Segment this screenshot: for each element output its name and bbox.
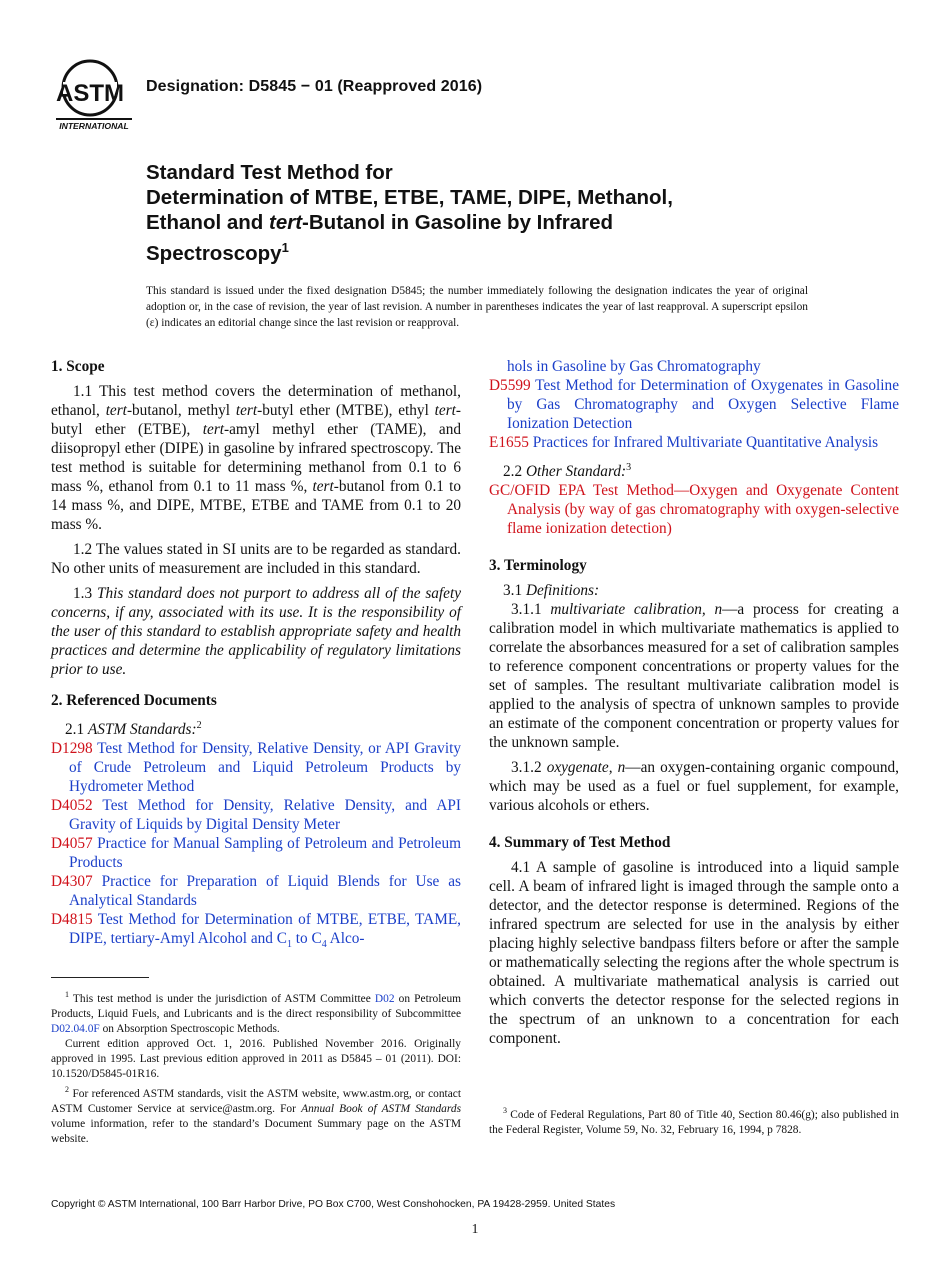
ref-code-link[interactable]: D4307 (51, 873, 93, 891)
footnote-1-edition: Current edition approved Oct. 1, 2016. Published November 2016. Originally approved in 1995. Last previous edition approved in 2011 as D5845 – 01 (2011). DOI: 10.1520/D5845-01R16. (51, 1037, 461, 1080)
definitions-label: 3.1 Definitions: (503, 582, 600, 600)
ref-title-link[interactable]: Practices for Infrared Multivariate Quantitative Analysis (532, 434, 879, 451)
ref-d4815-continued (489, 357, 899, 376)
ref-code-link[interactable]: D1298 (51, 740, 93, 758)
committee-link[interactable]: D02 (374, 992, 395, 1005)
left-column (51, 357, 461, 954)
footnotes-left (51, 987, 461, 1147)
ref-code-link[interactable]: E1655 (489, 434, 529, 451)
scope-para-1-1: 1.1 This test method covers the determination of methanol, ethanol, tert-butanol, methyl tert-butyl ether (MTBE), ethyl tert-butyl ether (ETBE), tert-amyl methyl ether (TAME), and diisopropyl ether (DIPE) in gasoline by infrared spectroscopy. The test method is suitable for determining methanol from 0.1 to 6 mass %, ethanol from 0.1 to 11 mass %, tert-butanol from 0.1 to 14 mass %, and DIPE, MTBE, ETBE and TAME from 0.1 to 20 mass %. (51, 383, 462, 533)
astm-standards-label: 2.1 ASTM Standards:$^2$ (65, 720, 202, 739)
term-multivariate-calibration: 3.1.1 multivariate calibration, n—a process for creating a calibration model in which multivariate mathematics is applied to correlate the absorbances measured for a set of calibration samples to reference component concentrations or property values for the set of samples. The resultant multivariate calibration model is applied to the analysis of spectra of unknown samples to provide an estimate of the component concentration or property values for the unknown sample. (489, 601, 899, 752)
footnotes-right (489, 1103, 899, 1138)
ref-d5599 (489, 376, 899, 433)
section-heading-terminology: 3. Terminology (489, 557, 587, 575)
logo-subtext: INTERNATIONAL (59, 121, 129, 131)
ref-d1298 (51, 739, 461, 796)
title-line-2: Determination of MTBE, ETBE, TAME, DIPE, Methanol, (146, 186, 673, 209)
ref-d4052 (51, 796, 461, 834)
ref-title-link[interactable]: Test Method for Density, Relative Density, and API Gravity of Liquids by Digital Density Meter (69, 797, 461, 834)
ref-title-link[interactable]: hols in Gasoline by Gas Chromatography (507, 358, 761, 375)
preamble: This standard is issued under the fixed designation D5845; the number immediately following the designation indicates the year of original adoption or, in the case of revision, the year of last revision. A number in parentheses indicates the year of last reapproval. A superscript epsilon (ε) indicates an editorial change since the last revision or reapproval. (146, 285, 808, 329)
ref-code-link[interactable]: D4057 (51, 835, 93, 853)
section-heading-scope: 1. Scope (51, 358, 105, 375)
document-title (146, 160, 846, 266)
scope-para-1-3: 1.3 This standard does not purport to address all of the safety concerns, if any, associated with its use. It is the responsibility of the user of this standard to establish appropriate safety and health practices and determine the applicability of regulatory limitations prior to use. (51, 585, 462, 678)
title-line-1: Standard Test Method for (146, 161, 393, 184)
ref-title-link[interactable]: Test Method for Determination of MTBE, ETBE, TAME, DIPE, tertiary-Amyl Alcohol and $C_1$ to $C_4$ Alco- (69, 911, 461, 951)
ref-title-link[interactable]: Practice for Preparation of Liquid Blends for Use as Analytical Standards (69, 873, 462, 910)
ref-d4815 (51, 910, 461, 954)
ref-code-link[interactable]: D5599 (489, 377, 531, 394)
designation: Designation: D5845 − 01 (Reapproved 2016) (146, 78, 483, 95)
page-number: 1 (471, 1221, 479, 1236)
ref-e1655 (489, 433, 899, 452)
term-oxygenate: 3.1.2 oxygenate, n—an oxygen-containing organic compound, which may be used as a fuel or fuel supplement, for example, various alcohols or ethers. (489, 759, 899, 815)
footnote-3: $^3$ Code of Federal Regulations, Part 80 of Title 40, Section 80.46(g); also published in the Federal Register, Volume 59, No. 32, February 16, 1994, p 7828. (489, 1106, 899, 1136)
astm-logo-icon (52, 54, 136, 134)
copyright-notice: Copyright © ASTM International, 100 Barr Harbor Drive, PO Box C700, West Conshohocken, PA 19428-2959. United States (51, 1199, 616, 1210)
footnote-2: $^2$ For referenced ASTM standards, visit the ASTM website, www.astm.org, or contact ASTM Customer Service at service@astm.org. For Annual Book of ASTM Standards volume information, refer to the standard’s Document Summary page on the ASTM website. (51, 1084, 462, 1145)
ref-d4057 (51, 834, 461, 872)
ref-code-link[interactable]: D4052 (51, 797, 93, 815)
scope-para-1-2: 1.2 The values stated in SI units are to be regarded as standard. No other units of measurement are included in this standard. (51, 541, 461, 577)
footnote-1: $^1$ This test method is under the jurisdiction of ASTM Committee D02 on Petroleum Products, Liquid Fuels, and Lubricants and is the direct responsibility of Subcommittee D02.04.0F on Absorption Spectroscopic Methods. (51, 990, 461, 1035)
ref-title-link[interactable]: Test Method for Determination of Oxygenates in Gasoline by Gas Chromatography and Oxygen Selective Flame Ionization Detection (507, 377, 899, 432)
section-heading-summary: 4. Summary of Test Method (489, 834, 671, 852)
ref-title-link[interactable]: Practice for Manual Sampling of Petroleum and Petroleum Products (69, 835, 461, 872)
summary-para-4-1: 4.1 A sample of gasoline is introduced into a liquid sample cell. A beam of infrared light is imaged through the sample onto a detector, and the detector response is determined. Regions of the infrared spectrum are selected for use in the analysis by either placing highly selective bandpass filters before or after the sample or mathematically selecting the regions after the whole spectrum is obtained. A multivariate mathematical analysis is carried out which converts the detector response for the selected regions in the spectrum of an unknown to a concentration for each component. (489, 859, 899, 1048)
title-line-3: Ethanol and tert-Butanol in Gasoline by Infrared (146, 211, 614, 234)
title-line-4: Spectroscopy$^1$ (146, 240, 289, 265)
ref-d4307 (51, 872, 461, 910)
logo-text: ASTM (56, 80, 124, 107)
right-column (489, 357, 899, 1048)
ref-title-link[interactable]: Test Method for Density, Relative Density, or API Gravity of Crude Petroleum and Liquid Petroleum Products by Hydrometer Method (69, 740, 461, 796)
other-standard-label: 2.2 Other Standard:$^3$ (503, 462, 632, 481)
subcommittee-link[interactable]: D02.04.0F (51, 1022, 100, 1035)
section-heading-referenced-documents: 2. Referenced Documents (51, 692, 217, 709)
ref-code-link[interactable]: D4815 (51, 911, 93, 929)
footnote-divider (51, 977, 149, 978)
title-footnote-mark: 1 (281, 240, 289, 255)
ref-gc-ofid[interactable]: GC/OFID EPA Test Method—Oxygen and Oxygenate Content Analysis (by way of gas chromatography with oxygen-selective flame ionization detection) (489, 482, 899, 538)
